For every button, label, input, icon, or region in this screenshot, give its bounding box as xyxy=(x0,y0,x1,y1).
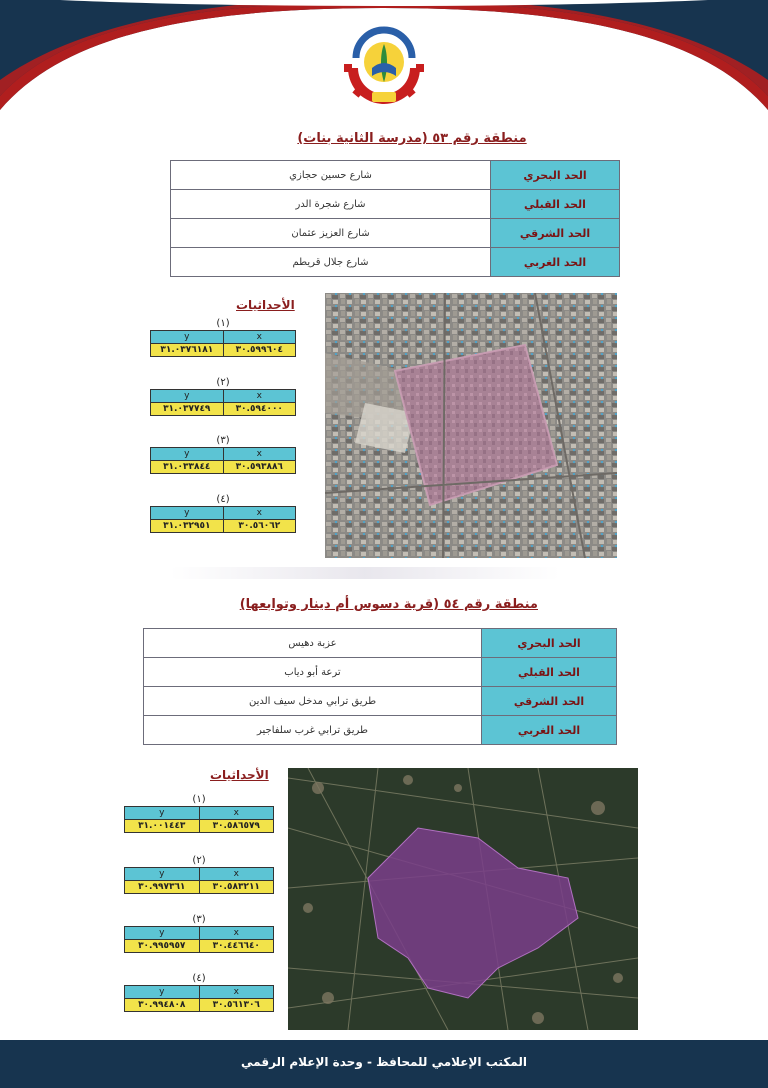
y-header: y xyxy=(125,986,200,999)
bound-label: الحد البحري xyxy=(491,161,620,190)
coordinate-box xyxy=(150,494,296,533)
area2-bounds-table xyxy=(143,628,617,745)
y-value: ٣٠.٩٩٥٩٥٧ xyxy=(125,940,200,953)
x-header: x xyxy=(199,927,274,940)
bound-label: الحد الشرقي xyxy=(482,687,617,716)
coordinate-box xyxy=(124,973,274,1012)
x-value: ٣٠.٥٦١٣٠٦ xyxy=(199,999,274,1012)
table-row xyxy=(144,687,617,716)
y-header: y xyxy=(151,390,224,403)
y-header: y xyxy=(151,448,224,461)
table-row xyxy=(171,248,620,277)
coordinate-box xyxy=(124,914,274,953)
bound-value: عزبة دهيس xyxy=(144,629,482,658)
coordinate-number: (٢) xyxy=(216,377,230,388)
coordinate-number: (٣) xyxy=(216,435,230,446)
bound-label: الحد البحري xyxy=(482,629,617,658)
coordinate-number: (١) xyxy=(216,318,230,329)
bound-value: شارع العزيز عثمان xyxy=(171,219,491,248)
bound-value: شارع جلال قريطم xyxy=(171,248,491,277)
y-header: y xyxy=(151,507,224,520)
x-value: ٣٠.٥٨٣٢١١ xyxy=(199,881,274,894)
y-header: y xyxy=(125,807,200,820)
x-header: x xyxy=(199,986,274,999)
bound-value: شارع حسين حجازي xyxy=(171,161,491,190)
x-value: ٣٠.٤٤٦٦٤٠ xyxy=(199,940,274,953)
bound-label: الحد الشرقي xyxy=(491,219,620,248)
table-row xyxy=(144,629,617,658)
y-value: ٣١.٠٣٣٨٤٤ xyxy=(151,461,224,474)
bound-label: الحد القبلي xyxy=(482,658,617,687)
x-value: ٣٠.٥٩٩٦٠٤ xyxy=(223,344,295,357)
x-header: x xyxy=(223,448,296,461)
x-header: x xyxy=(199,807,274,820)
coordinate-box xyxy=(124,855,274,894)
area2-satellite-map xyxy=(288,768,638,1030)
table-row xyxy=(144,716,617,745)
coordinate-number: (٤) xyxy=(216,494,230,505)
area2-coords-title: الأحداثيات xyxy=(210,768,269,782)
coordinate-number: (٢) xyxy=(192,855,206,866)
y-value: ٣١.٠٣٧٧٤٩ xyxy=(151,403,224,416)
y-value: ٣٠.٩٩٧٣٦١ xyxy=(125,881,200,894)
x-header: x xyxy=(223,331,295,344)
y-value: ٣٠.٩٩٤٨٠٨ xyxy=(125,999,200,1012)
bound-label: الحد الغربي xyxy=(491,248,620,277)
bound-label: الحد القبلي xyxy=(491,190,620,219)
x-value: ٣٠.٥٩٤٠٠٠ xyxy=(223,403,296,416)
coordinate-box xyxy=(150,435,296,474)
bound-value: طريق ترابي مدخل سيف الدين xyxy=(144,687,482,716)
table-row xyxy=(171,161,620,190)
x-value: ٣٠.٥٦٠٦٢ xyxy=(223,520,295,533)
table-row xyxy=(171,190,620,219)
area2-title: منطقة رقم ٥٤ (قرية دسوس أم دينار وتوابعها) xyxy=(239,597,538,612)
y-value: ٣١.٠٣٧٦١٨١ xyxy=(151,344,224,357)
footer-bar: المكتب الإعلامي للمحافظ - وحدة الإعلام الرقمي xyxy=(0,1040,768,1088)
scan-smudge xyxy=(170,567,560,579)
y-header: y xyxy=(125,927,200,940)
y-header: y xyxy=(151,331,224,344)
table-row xyxy=(144,658,617,687)
area1-title: منطقة رقم ٥٣ (مدرسة الثانية بنات) xyxy=(297,131,527,146)
coordinate-box xyxy=(150,377,296,416)
x-value: ٣٠.٥٨٦٥٧٩ xyxy=(199,820,274,833)
bound-value: طريق ترابي غرب سلفاجير xyxy=(144,716,482,745)
coordinate-box xyxy=(124,794,274,833)
y-value: ٣١.٠٣٢٩٥١ xyxy=(151,520,224,533)
x-header: x xyxy=(223,507,295,520)
area1-satellite-map xyxy=(325,293,617,558)
coordinate-number: (١) xyxy=(192,794,206,805)
y-header: y xyxy=(125,868,200,881)
coordinate-number: (٣) xyxy=(192,914,206,925)
bound-value: شارع شجرة الدر xyxy=(171,190,491,219)
coordinate-number: (٤) xyxy=(192,973,206,984)
area1-coords-title: الأحداثيات xyxy=(236,298,295,312)
x-header: x xyxy=(199,868,274,881)
table-row xyxy=(171,219,620,248)
bound-label: الحد الغربي xyxy=(482,716,617,745)
governorate-logo-icon xyxy=(340,18,428,106)
bound-value: ترعة أبو دياب xyxy=(144,658,482,687)
area1-bounds-table xyxy=(170,160,620,277)
x-value: ٣٠.٥٩٣٨٨٦ xyxy=(223,461,296,474)
coordinate-box xyxy=(150,318,296,357)
y-value: ٣١.٠٠١٤٤٣ xyxy=(125,820,200,833)
x-header: x xyxy=(223,390,296,403)
